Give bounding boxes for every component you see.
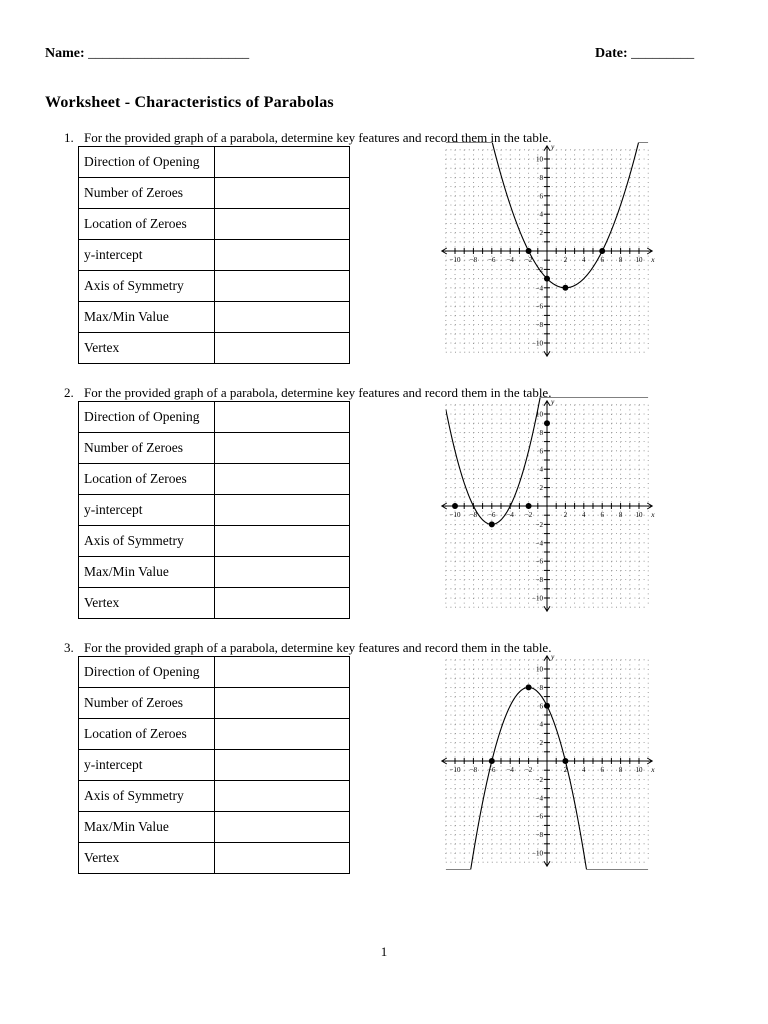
table-row: [79, 178, 350, 209]
y-tick-label: 4: [539, 210, 543, 219]
answer-cell[interactable]: [215, 719, 350, 750]
problem-number: 1.: [64, 130, 74, 145]
date-label: Date:: [595, 46, 628, 61]
table-row: [79, 688, 350, 719]
x-tick-label: −2: [524, 256, 533, 264]
problem-text: For the provided graph of a parabola, determine key features and record them in the table.: [84, 640, 552, 655]
y-tick-label: 2: [539, 229, 543, 238]
table-row: [79, 495, 350, 526]
row-label: Number of Zeroes: [79, 688, 215, 719]
name-label: Name:: [45, 46, 85, 61]
table-row: [79, 588, 350, 619]
key-point: [599, 248, 605, 254]
table-row: [79, 271, 350, 302]
answer-cell[interactable]: [215, 812, 350, 843]
row-label: Max/Min Value: [79, 557, 215, 588]
key-point: [489, 758, 495, 764]
parabola-graph: [440, 396, 662, 609]
table-row: [79, 526, 350, 557]
x-axis-label: x: [651, 510, 655, 519]
table-row: [79, 209, 350, 240]
row-label: Direction of Opening: [79, 402, 215, 433]
problem-prompt: [64, 640, 551, 656]
worksheet-title: Worksheet - Characteristics of Parabolas: [45, 94, 334, 111]
y-tick-label: 10: [536, 410, 543, 419]
row-label: Max/Min Value: [79, 302, 215, 333]
parabola-graph: [440, 651, 662, 864]
answer-cell[interactable]: [215, 688, 350, 719]
table-row: [79, 812, 350, 843]
x-tick-label: −6: [488, 511, 496, 519]
x-tick-label: −10: [449, 766, 461, 774]
y-tick-label: −2: [535, 265, 543, 274]
x-tick-label: 10: [635, 766, 643, 774]
row-label: Axis of Symmetry: [79, 781, 215, 812]
problem-prompt: [64, 130, 551, 146]
problem-text: For the provided graph of a parabola, determine key features and record them in the table.: [84, 130, 552, 145]
row-label: Vertex: [79, 588, 215, 619]
key-point: [526, 248, 532, 254]
problem-3: [0, 642, 768, 882]
answer-cell[interactable]: [215, 781, 350, 812]
x-tick-label: −4: [506, 511, 514, 519]
answer-cell[interactable]: [215, 240, 350, 271]
y-tick-label: −4: [535, 284, 543, 293]
y-tick-label: −4: [535, 794, 543, 803]
row-label: Direction of Opening: [79, 147, 215, 178]
x-tick-label: 6: [600, 256, 604, 264]
problem-number: 3.: [64, 640, 74, 655]
x-tick-label: 4: [582, 256, 586, 264]
name-line: [45, 46, 249, 62]
y-tick-label: 2: [539, 484, 543, 493]
row-label: Number of Zeroes: [79, 178, 215, 209]
table-row: [79, 719, 350, 750]
y-tick-label: −2: [535, 520, 543, 529]
row-label: y-intercept: [79, 495, 215, 526]
row-label: y-intercept: [79, 750, 215, 781]
table-row: [79, 402, 350, 433]
x-tick-label: −10: [449, 511, 461, 519]
answer-cell[interactable]: [215, 271, 350, 302]
x-tick-label: 8: [618, 256, 623, 264]
y-tick-label: −4: [535, 539, 543, 548]
table-row: [79, 557, 350, 588]
x-tick-label: 10: [635, 511, 643, 519]
table-row: [79, 464, 350, 495]
key-point: [544, 276, 550, 282]
row-label: Vertex: [79, 333, 215, 364]
x-tick-label: −8: [469, 766, 478, 774]
row-label: Axis of Symmetry: [79, 526, 215, 557]
parabola-graph: [440, 141, 662, 354]
table-row: [79, 657, 350, 688]
y-tick-label: −8: [535, 831, 543, 840]
y-axis-label: y: [551, 651, 555, 661]
key-point: [562, 285, 568, 291]
table-row: [79, 750, 350, 781]
features-table: [78, 656, 350, 874]
x-tick-label: −10: [449, 256, 461, 264]
table-row: [79, 240, 350, 271]
problem-prompt: [64, 385, 551, 401]
x-tick-label: 2: [563, 256, 568, 264]
row-label: Vertex: [79, 843, 215, 874]
row-label: Axis of Symmetry: [79, 271, 215, 302]
x-tick-label: −4: [506, 766, 514, 774]
row-label: Location of Zeroes: [79, 719, 215, 750]
y-tick-label: −10: [532, 594, 543, 603]
row-label: Number of Zeroes: [79, 433, 215, 464]
x-tick-label: −6: [488, 256, 496, 264]
key-point: [544, 703, 550, 709]
x-tick-label: 8: [618, 766, 623, 774]
y-tick-label: 8: [539, 683, 543, 692]
y-tick-label: 2: [539, 739, 543, 748]
answer-cell[interactable]: [215, 557, 350, 588]
x-tick-label: 2: [563, 511, 568, 519]
y-tick-label: −6: [535, 812, 543, 821]
row-label: y-intercept: [79, 240, 215, 271]
answer-cell[interactable]: [215, 333, 350, 364]
page-number: 1: [380, 944, 388, 959]
problem-1: [0, 132, 768, 372]
answer-cell[interactable]: [215, 526, 350, 557]
answer-cell[interactable]: [215, 843, 350, 874]
x-tick-label: 10: [635, 256, 643, 264]
key-point: [489, 521, 495, 527]
table-row: [79, 302, 350, 333]
problem-2: [0, 387, 768, 627]
y-tick-label: 8: [539, 173, 543, 182]
y-tick-label: 6: [539, 192, 543, 201]
answer-cell[interactable]: [215, 495, 350, 526]
x-tick-label: 6: [600, 766, 604, 774]
date-blank[interactable]: _________: [631, 46, 695, 61]
y-tick-label: −6: [535, 302, 543, 311]
name-blank[interactable]: _______________________: [88, 46, 250, 61]
problem-number: 2.: [64, 385, 74, 400]
answer-cell[interactable]: [215, 178, 350, 209]
features-table: [78, 146, 350, 364]
answer-cell[interactable]: [215, 750, 350, 781]
y-tick-label: 4: [539, 720, 543, 729]
y-axis-label: y: [551, 141, 555, 151]
x-tick-label: −6: [488, 766, 496, 774]
table-row: [79, 843, 350, 874]
x-tick-label: 4: [582, 511, 586, 519]
table-row: [79, 433, 350, 464]
key-point: [526, 503, 532, 509]
x-tick-label: −2: [524, 766, 533, 774]
key-point: [526, 684, 532, 690]
y-tick-label: −6: [535, 557, 543, 566]
x-axis-label: x: [651, 255, 655, 264]
x-axis-label: x: [651, 765, 655, 774]
y-tick-label: 10: [536, 155, 543, 164]
y-tick-label: −8: [535, 576, 543, 585]
answer-cell[interactable]: [215, 302, 350, 333]
y-axis-label: y: [551, 396, 555, 406]
answer-cell[interactable]: [215, 402, 350, 433]
answer-cell[interactable]: [215, 588, 350, 619]
row-label: Location of Zeroes: [79, 209, 215, 240]
y-tick-label: 8: [539, 428, 543, 437]
row-label: Location of Zeroes: [79, 464, 215, 495]
answer-cell[interactable]: [215, 657, 350, 688]
key-point: [544, 420, 550, 426]
y-tick-label: 4: [539, 465, 543, 474]
row-label: Max/Min Value: [79, 812, 215, 843]
key-point: [562, 758, 568, 764]
x-tick-label: −8: [469, 511, 478, 519]
table-row: [79, 147, 350, 178]
key-point: [452, 503, 458, 509]
answer-cell[interactable]: [215, 147, 350, 178]
row-label: Direction of Opening: [79, 657, 215, 688]
features-table: [78, 401, 350, 619]
problem-text: For the provided graph of a parabola, determine key features and record them in the table.: [84, 385, 552, 400]
x-tick-label: 8: [618, 511, 623, 519]
date-line: [595, 46, 694, 62]
x-tick-label: −8: [469, 256, 478, 264]
x-tick-label: 6: [600, 511, 604, 519]
y-tick-label: 6: [539, 447, 543, 456]
y-tick-label: −10: [532, 339, 543, 348]
y-tick-label: −2: [535, 775, 543, 784]
x-tick-label: −4: [506, 256, 514, 264]
table-row: [79, 333, 350, 364]
y-tick-label: 6: [539, 702, 543, 711]
answer-cell[interactable]: [215, 209, 350, 240]
answer-cell[interactable]: [215, 433, 350, 464]
y-tick-label: 10: [536, 665, 543, 674]
x-tick-label: 4: [582, 766, 586, 774]
y-tick-label: −8: [535, 321, 543, 330]
table-row: [79, 781, 350, 812]
x-tick-label: 2: [563, 766, 568, 774]
answer-cell[interactable]: [215, 464, 350, 495]
x-tick-label: −2: [524, 511, 533, 519]
y-tick-label: −10: [532, 849, 543, 858]
